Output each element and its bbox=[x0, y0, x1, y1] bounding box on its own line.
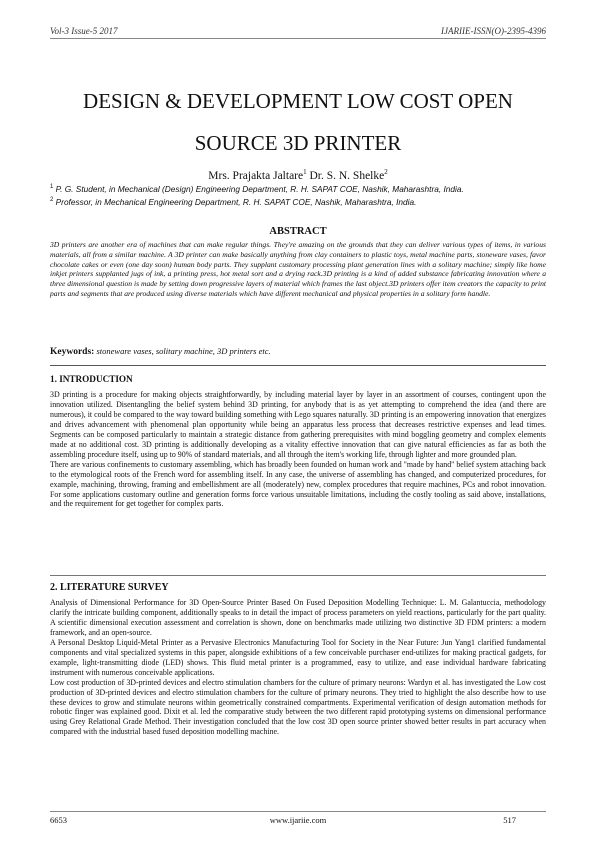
author-1: Mrs. Prajakta Jaltare bbox=[208, 169, 304, 182]
header-issn: IJARIIE-ISSN(O)-2395-4396 bbox=[441, 26, 546, 36]
footer-paper-id: 6653 bbox=[50, 815, 67, 825]
author-2: Dr. S. N. Shelke bbox=[306, 169, 385, 182]
abstract-text: 3D printers are another era of machines that can make regular things. They're amazing on the grounds that they can deliver various types of items, in various materials, all from a similar machine. A 3D printer can make basically anything from clay containers to plastic toys, metal machine parts, stoneware vases, favor chocolate cakes or even (one day soon) human body parts. They supplant customary processing plant generation lines with a solitary machine; simply like home inkjet printers supplanted jugs of ink, a printing press, hot metal sort and a drying rack.3D printing is a kind of added substance fabricating innovation where a three dimensional question is made by setting down progressive layers of material which frames the last object.3D printers offer item creators the capacity to print parts and segments that are produced using diverse materials which have different mechanical and physical properties in a solitary form handle. bbox=[50, 240, 546, 298]
keywords-value: stoneware vases, solitary machine, 3D printers etc. bbox=[94, 346, 271, 356]
footer-rule bbox=[50, 811, 546, 812]
section-2-paragraph: Low cost production of 3D-printed devices and electro stimulation chambers for the culture of primary neurons: Wardyn et al. has investigated the Low cost production of 3D-printed devices and electro stimulation chambers for the culture of primary neurons. They tried to highlight the also describe how to use these devices to grow and stimulate neurons within geometrically constrained compartments. Experimental verification of design automation methods for robotic finger was explained good. Dixit et al. led the comparative study between the two different rapid prototyping systems on dimensional performance using Grey Relational Grade Method. Their investigation concluded that the low cost 3D open source printer showed better results in part accuracy when compared with the industrial based fused deposition modelling machine. bbox=[50, 677, 546, 737]
keywords bbox=[50, 346, 546, 357]
abstract-heading: ABSTRACT bbox=[269, 226, 327, 237]
affiliation-2-sup: 2 bbox=[50, 197, 54, 204]
author-list bbox=[50, 168, 546, 182]
section-2-paragraph: Analysis of Dimensional Performance for 3D Open-Source Printer Based On Fused Deposition Modelling Technique: L. M. Galantuccia, methodology clarify the intricate building component, additionally speaks to in detail the impact of process parameters on yield reactions, particularly for the part quality. A scientific dimensional execution assessment and correlation is shown, done on benchmarks made utilizing two distinctive 3D FDM printers: a modern framework, and an open-source. bbox=[50, 598, 546, 637]
footer-page-number: 517 bbox=[503, 815, 516, 825]
section-divider bbox=[50, 575, 546, 576]
section-1-paragraph: There are various confinements to customary assembling, which has broadly been founded on human work and "made by hand" belief system attaching back to the etymological roots of the French word for assembling itself. In any case, the universe of assembling has changed, and computerized procedures, for example, machining, throwing, framing and embellishment are all (moderately) new, complex procedures that require machines, PCs and robot innovation. For some applications customary outline and generation forms force various unsuitable limitations, including the costly tooling as said above, installations, and the requirement for get together for complex parts. bbox=[50, 459, 546, 509]
header-rule bbox=[50, 38, 546, 39]
header-volume: Vol-3 Issue-5 2017 bbox=[50, 26, 118, 36]
affiliation-2-text: Professor, in Mechanical Engineering Department, R. H. SAPAT COE, Nashik, Maharashtra, India. bbox=[53, 197, 417, 207]
title-line-1: DESIGN & DEVELOPMENT LOW COST OPEN bbox=[83, 89, 513, 113]
footer-website-link[interactable]: www.ijariie.com bbox=[269, 815, 327, 825]
section-2-body bbox=[50, 598, 546, 737]
section-2-heading: 2. LITERATURE SURVEY bbox=[50, 582, 169, 593]
affiliation-1 bbox=[50, 184, 556, 194]
author-1-sup: 1 bbox=[303, 168, 307, 176]
affiliation-2 bbox=[50, 197, 556, 207]
section-1-heading: 1. INTRODUCTION bbox=[50, 374, 133, 384]
section-1-paragraph: 3D printing is a procedure for making objects straightforwardly, by including material layer by layer in an assortment of courses, contingent upon the innovation utilized. Disentangling the belief system behind 3D printing, for anybody that is as yet attempting to comprehend the idea (and there are numerous), it could be compared to the way toward building something with Lego squares naturally. 3D printing is an empowering innovation that energizes and drives advancement with phenomenal plan opportunity while being an apparatus less process that decreases restrictive expenses and lead times. Segments can be composed particularly to maintain a strategic distance from gathering prerequisites with mind boggling geometry and complex elements made at no additional cost. 3D printing is additionally developing as a vitality effective innovation that can give natural efficiencies as far as both the assembling procedure itself, using up to 90% of standard materials, and all through the item's working life, through lighter and more grounded plan. bbox=[50, 390, 546, 459]
paper-title bbox=[30, 80, 566, 164]
section-divider bbox=[50, 365, 546, 366]
author-2-sup: 2 bbox=[384, 168, 388, 176]
affiliation-1-text: P. G. Student, in Mechanical (Design) Engineering Department, R. H. SAPAT COE, Nashik, Maharashtra, India. bbox=[53, 184, 464, 194]
running-header bbox=[50, 26, 546, 36]
section-2-paragraph: A Personal Desktop Liquid-Metal Printer as a Pervasive Electronics Manufacturing Tool for Society in the Near Future: Jun Yang1 clarified fundamental components and vital specialized systems in this paper, alongside exhibitions of a few conceivable purchaser end-utilizes for making practical gadgets, for example, light-transmitting diode (LED) shows. This fluid metal printer is a programmed, easy to utilize, and ease individual hardware fabricating instrument with numerous conceivable applications. bbox=[50, 637, 546, 677]
affiliation-1-sup: 1 bbox=[50, 184, 54, 191]
keywords-label: Keywords: bbox=[50, 347, 95, 357]
title-line-2: SOURCE 3D PRINTER bbox=[194, 131, 402, 155]
section-1-body bbox=[50, 390, 546, 509]
